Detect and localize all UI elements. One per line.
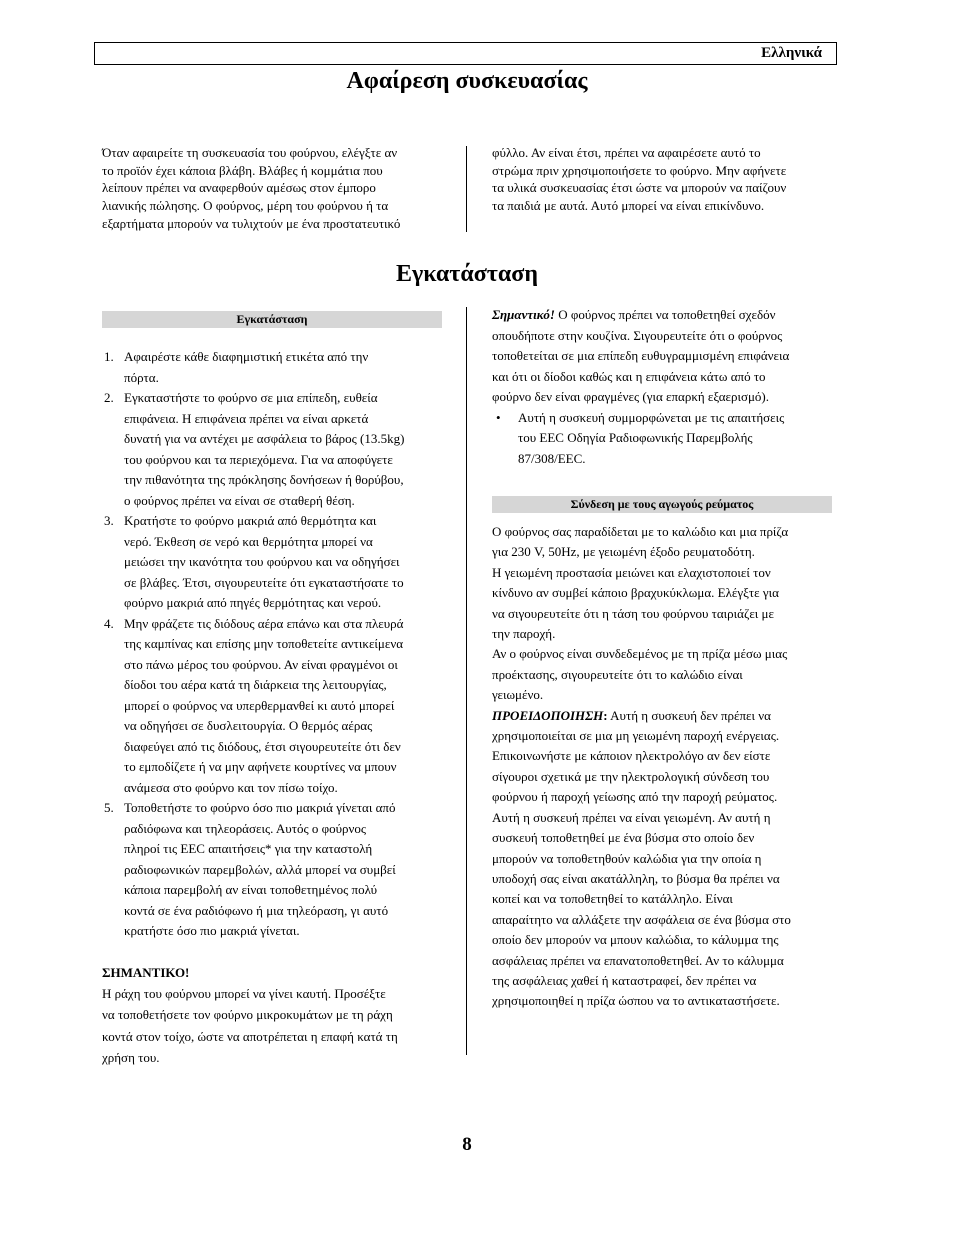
step-text-line: κάποια παρεμβολή αν είναι τοποθετημένος πολύ (124, 882, 378, 897)
section-title-unpacking: Αφαίρεση συσκευασίας (346, 68, 588, 94)
unpacking-right-column (492, 144, 842, 215)
step-text-line: Εγκαταστήστε το φούρνο σε μια επίπεδη, ευθεία (124, 390, 378, 405)
step-text-line: πόρτα. (124, 369, 159, 385)
step-text-line: το εμποδίζετε ή να μην αφήνετε κουρτίνες να μπουν (124, 759, 397, 774)
page-number: 8 (462, 1134, 472, 1155)
connection-text-line: προέκτασης, σιγουρευτείτε ότι το καλώδιο είναι (492, 666, 743, 682)
important-note-first-line (492, 305, 837, 326)
connection-text-line: Αν ο φούρνος είναι συνδεδεμένος με τη πρίζα μέσω μιας (492, 646, 788, 662)
installation-steps-list (102, 347, 442, 942)
step-text-line: Τοποθετήστε το φούρνο όσο πιο μακριά γίνεται από (124, 800, 396, 815)
step-text-line: δυνατή για να αντέχει με ασφάλεια το βάρος (13.5kg) (124, 431, 405, 446)
step-text-line: Αφαιρέστε κάθε διαφημιστική ετικέτα από την (124, 349, 369, 364)
step-number: 3. (104, 513, 114, 528)
warning-label: ΠΡΟΕΙΔΟΠΟΙΗΣΗ (492, 707, 604, 723)
warning-text-line: Επικοινωνήστε με κάποιον ηλεκτρολόγο αν δεν είστε (492, 748, 771, 764)
step-text-line: του φούρνου και τα περιεχόμενα. Για να αποφύγετε (124, 451, 393, 467)
connection-text-line: κίνδυνο αν συμβεί κάποιο βραχυκύκλωμα. Ελέγξτε για (492, 585, 779, 601)
warning-text-line: ασφάλειας πρέπει να επανατοποθετηθεί. Αν το κάλυμμα (492, 952, 784, 968)
installation-step (102, 798, 442, 942)
important-text-line: Η ράχη του φούρνου μπορεί να γίνει καυτή. Προσέξτε (102, 986, 386, 1001)
warning-text-line: Αυτή η συσκευή πρέπει να είναι γειωμένη. Αν αυτή η (492, 809, 771, 825)
step-text-line: δίοδοι του αέρα κατά τη διάρκεια της λειτουργίας, (124, 677, 387, 692)
unpacking-left-column (102, 144, 452, 233)
warning-colon: : (603, 707, 608, 723)
installation-step (102, 388, 442, 511)
warning-first-line (492, 706, 837, 726)
step-text-line: ο φούρνος πρέπει να είναι σε σταθερή θέση. (124, 492, 355, 508)
connection-subheading: Σύνδεση με τους αγωγούς ρεύματος (492, 496, 832, 513)
warning-text: Αυτή η συσκευή δεν πρέπει να (607, 707, 771, 723)
language-label: Ελληνικά (761, 45, 822, 61)
step-text-line: ραδιόφωνα και τηλεοράσεις. Αυτός ο φούρνος (124, 820, 367, 836)
important-text-line: να τοποθετήσετε τον φούρνο μικροκυμάτων με τη ράχη (102, 1007, 393, 1023)
step-text-line: στο πάνω μέρος του φούρνου. Αν είναι φραγμένοι οι (124, 656, 398, 672)
step-text-line: της καμπίνας και επίσης μην τοποθετείτε αντικείμενα (124, 636, 404, 651)
warning-text-line: φούρνου ή παροχή γείωσης από την παροχή ρεύματος. (492, 789, 778, 805)
step-text-line: ραδιοφωνικών παρεμβολών, αλλά μπορεί να συμβεί (124, 861, 396, 877)
unpacking-text-line: φύλλο. Αν είναι έτσι, πρέπει να αφαιρέσετε αυτό το (492, 145, 761, 160)
step-text-line: πληροί τις EEC απαιτήσεις* για την καταστολή (124, 841, 373, 856)
unpacking-text-line: τα υλικά συσκευασίας έτσι ώστε να μπορούν να παίζουν (492, 180, 787, 196)
important-note-line: τοποθετείται σε μια επίπεδη ευθυγραμμισμένη επιφάνεια (492, 348, 790, 363)
bullet-icon: • (496, 409, 501, 425)
unpacking-text-line: Όταν αφαιρείτε τη συσκευασία του φούρνου, ελέγξτε αν (102, 145, 398, 160)
step-text-line: νερό. Έκθεση σε νερό και θερμότητα μπορεί να (124, 533, 373, 549)
connection-text-line: Ο φούρνος σας παραδίδεται με το καλώδιο και μια πρίζα (492, 524, 789, 539)
step-text-line: την πιθανότητα της πρόκλησης δονήσεων ή θορύβου, (124, 472, 404, 487)
step-text-line: διαφεύγει από τις διόδους, έτσι σιγουρευτείτε ότι δεν (124, 738, 401, 754)
column-divider (466, 146, 467, 232)
step-text-line: να οδηγήσει σε δυσλειτουργία. Ο θερμός αέρας (124, 718, 373, 733)
warning-text-line: χρησιμοποιείται σε μια μη γειωμένη παροχή ενέργειας. (492, 728, 780, 744)
unpacking-text-line: εξαρτήματα μπορούν να τυλιχτούν με ένα προστατευτικό (102, 215, 401, 231)
bullet-text-line: 87/308/EEC. (518, 450, 586, 466)
step-text-line: κρατήστε όσο πιο μακριά γίνεται. (124, 923, 300, 938)
warning-text-line: κοπεί και να τοποθετηθεί το κατάλληλο. Είναι (492, 891, 733, 907)
bullet-text-line: του EEC Οδηγία Ραδιοφωνικής Παρεμβολής (518, 430, 753, 445)
step-text-line: κοντά σε ένα ραδιόφωνο ή μια τηλεόραση, γι αυτό (124, 902, 389, 918)
warning-text-line: σίγουροι σχετικά με την ηλεκτρολογική σύνδεση του (492, 768, 770, 784)
unpacking-text-line: λείπουν πρέπει να αναφερθούν αμέσως στον έμπορο (102, 180, 376, 196)
step-number: 4. (104, 615, 114, 631)
unpacking-text-line: λιανικής πώλησης. Ο φούρνος, μέρη του φούρνου ή τα (102, 198, 389, 214)
step-number: 2. (104, 390, 114, 405)
connection-text-line: για 230 V, 50Hz, με γειωμένη έξοδο ρευματοδότη. (492, 544, 755, 560)
connection-text-line: να σιγουρευτείτε ότι η τάση του φούρνου ταιριάζει με (492, 605, 774, 621)
step-text-line: φούρνο μακριά από πηγές θερμότητας και νερού. (124, 595, 382, 610)
warning-text-line: υποδοχή σας είναι ακατάλληλη, το βύσμα θα πρέπει να (492, 870, 780, 886)
warning-text-line: χρησιμοποιηθεί η πρίζα ώσπου να το αντικαταστήσετε. (492, 993, 780, 1009)
warning-text-line: οποίο δεν μπορούν να μπουν καλώδια, το κάλυμμα της (492, 932, 779, 948)
warning-text-line: μπορούν να τοποθετηθούν καλώδια για την οποία η (492, 850, 762, 866)
important-note-line: οπουδήποτε στην κουζίνα. Σιγουρευτείτε ότι ο φούρνος (492, 327, 783, 343)
step-number: 1. (104, 349, 114, 364)
step-text-line: επιφάνεια. Η επιφάνεια πρέπει να είναι αρκετά (124, 410, 369, 426)
step-text-line: μειώσει την ικανότητα του φούρνου και να οδηγήσει (124, 554, 400, 569)
unpacking-text-line: στρώμα πριν χρησιμοποιήσετε το φούρνο. Μην αφήνετε (492, 162, 787, 178)
warning-text-line: συσκευή τοποθετηθεί με ένα βύσμα στο οποίο δεν (492, 830, 755, 846)
important-note-label: Σημαντικό! (492, 307, 555, 322)
step-text-line: Μην φράζετε τις διόδους αέρα επάνω και στα πλευρά (124, 615, 404, 631)
important-text-line: χρήση του. (102, 1049, 160, 1065)
step-text-line: σε βλάβες. Έτσι, σιγουρευτείτε ότι εγκαταστήσατε το (124, 574, 404, 590)
column-divider-2 (466, 307, 467, 1055)
bullet-text-line: Αυτή η συσκευή συμμορφώνεται με τις απαιτήσεις (518, 409, 785, 425)
connection-text-line: Η γειωμένη προστασία μειώνει και ελαχιστοποιεί τον (492, 564, 771, 580)
important-text-line: κοντά στον τοίχο, ώστε να αποτρέπεται η επαφή κατά τη (102, 1028, 398, 1044)
important-note-line: και ότι οι δίοδοι καθώς και η επιφάνεια κάτω από το (492, 368, 766, 384)
important-note-line: φούρνο δεν είναι φραγμένες (για επαρκή εξαερισμό). (492, 389, 770, 404)
connection-text-line: γειωμένο. (492, 687, 544, 703)
installation-step (102, 614, 442, 799)
installation-step (102, 347, 442, 388)
step-text-line: μπορεί ο φούρνος να υπερθερμανθεί κι αυτό μπορεί (124, 697, 395, 713)
language-header-box (94, 42, 837, 65)
eec-bullet-item (492, 408, 837, 470)
installation-right-column (492, 305, 837, 1012)
step-number: 5. (104, 800, 114, 815)
unpacking-text-line: το προϊόν έχει κάποια βλάβη. Βλάβες ή κομμάτια που (102, 162, 383, 178)
warning-text-line: απαραίτητο να αλλάξετε την ασφάλεια σε ένα βύσμα στο (492, 911, 791, 927)
installation-step (102, 511, 442, 614)
section-title-installation: Εγκατάσταση (396, 261, 538, 287)
warning-text-line: της ασφάλειας χαθεί ή καταστραφεί, δεν πρέπει να (492, 972, 757, 988)
connection-text-line: την παροχή. (492, 626, 556, 642)
installation-subheading: Εγκατάσταση (102, 311, 442, 328)
installation-left-column (102, 311, 442, 1068)
important-note-text: Ο φούρνος πρέπει να τοποθετηθεί σχεδόν (554, 307, 776, 322)
unpacking-text-line: τα παιδιά με αυτά. Αυτό μπορεί να είναι επικίνδυνο. (492, 198, 765, 214)
step-text-line: ανάμεσα στο φούρνο και τον πίσω τοίχο. (124, 779, 338, 795)
step-text-line: Κρατήστε το φούρνο μακριά από θερμότητα και (124, 513, 377, 528)
important-heading: ΣΗΜΑΝΤΙΚΟ! (102, 964, 190, 980)
